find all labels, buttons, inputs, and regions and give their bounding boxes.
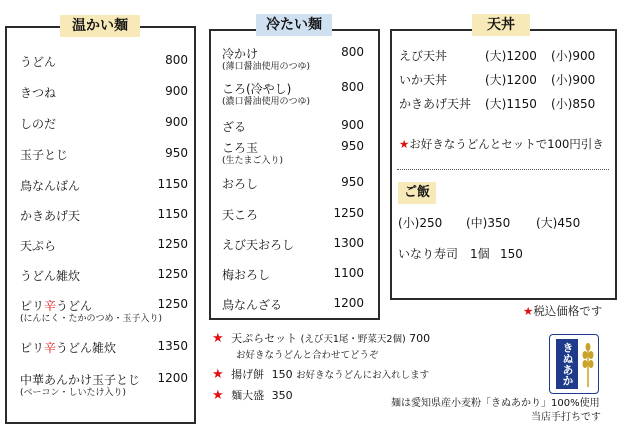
tax-note-text: 税込価格です: [533, 304, 603, 318]
star-icon: ★: [212, 367, 224, 382]
extra-detail: お好きなうどんにお入れします: [296, 370, 430, 381]
extra-sub-note: お好きなうどんと合わせてどうぞ: [236, 350, 379, 361]
menu-item: [222, 236, 364, 253]
item-name: いなり寿司: [398, 247, 459, 261]
extra-label: 麺大盛: [231, 389, 265, 402]
star-icon: ★: [212, 331, 224, 346]
item-name: 玉子とじ: [20, 148, 69, 162]
item-name: うどん: [20, 55, 57, 69]
menu-item: [20, 53, 188, 70]
price-large: (大)1200: [485, 49, 537, 63]
item-name-part: ピリ: [20, 341, 45, 355]
rice-size-medium: (中)350: [466, 216, 511, 230]
item-name: しのだ: [20, 117, 57, 131]
item-price: 900: [165, 115, 188, 129]
inari-row: [398, 245, 523, 262]
menu-item: [399, 47, 595, 64]
item-name: 鳥なんざる: [222, 298, 283, 312]
item-name-part: うどん: [56, 299, 93, 313]
set-discount-text: お好きなうどんとセットで100円引き: [409, 137, 604, 151]
menu-item: [222, 139, 364, 166]
logo-text: きぬあかり: [556, 339, 578, 389]
item-note: (にんにく・たかのつめ・玉子入り): [20, 314, 163, 324]
item-name: 中華あんかけ玉子とじ: [20, 373, 141, 387]
kinuakari-logo: [539, 334, 599, 394]
tax-note: [523, 303, 602, 319]
menu-item: [399, 71, 595, 88]
item-price: 1150: [157, 207, 188, 221]
menu-item: [20, 267, 188, 284]
price-large: (大)1200: [485, 73, 537, 87]
extra-label: 揚げ餅: [231, 368, 265, 381]
price-large: (大)1150: [485, 97, 537, 111]
menu-item: [20, 84, 188, 101]
item-name: 冷かけ: [222, 47, 259, 61]
item-note: (濃口醤油使用のつゆ): [222, 97, 311, 107]
menu-item: [222, 206, 364, 223]
set-discount-note: [399, 136, 604, 152]
spicy-kanji: 辛: [44, 299, 57, 313]
item-price: 1100: [333, 266, 364, 280]
extra-label: 天ぷらセット: [231, 332, 298, 345]
extra-price: 700: [409, 332, 431, 345]
item-name: かきあげ天丼: [399, 97, 472, 111]
extra-price: 150: [271, 368, 293, 381]
menu-item: [20, 146, 188, 163]
star-icon: ★: [399, 137, 410, 151]
rice-title: ご飯: [398, 182, 436, 204]
item-price: 1250: [157, 297, 188, 311]
item-name: えび天丼: [399, 49, 448, 63]
item-price: 950: [341, 175, 364, 189]
item-name-part: ピリ: [20, 299, 45, 313]
menu-item: [20, 371, 188, 398]
item-name-part: うどん雑炊: [56, 341, 117, 355]
extra-item: [212, 366, 429, 382]
cold-noodles-title: 冷たい麺: [256, 14, 332, 36]
item-price: 1300: [333, 236, 364, 250]
menu-item: [20, 115, 188, 132]
menu-item: [222, 80, 364, 107]
footer-handmade-note: 当店手打ちです: [531, 412, 601, 423]
item-price: 950: [341, 139, 364, 153]
menu-item: [222, 296, 364, 313]
item-note: (ベーコン・しいたけ入り): [20, 388, 127, 398]
tendon-title: 天丼: [472, 14, 530, 36]
item-price: 900: [341, 118, 364, 132]
menu-item: [399, 95, 595, 112]
rice-sizes: [398, 214, 580, 231]
item-note: (薄口醤油使用のつゆ): [222, 62, 311, 72]
menu-item: [20, 297, 188, 324]
item-price: 1150: [157, 177, 188, 191]
extra-item: [212, 330, 430, 346]
extra-item: [212, 387, 293, 403]
price-small: (小)900: [551, 49, 596, 63]
item-name: おろし: [222, 177, 259, 191]
menu-item: [20, 339, 188, 356]
item-price: 900: [165, 84, 188, 98]
item-name: [20, 341, 116, 355]
price-small: (小)850: [551, 97, 596, 111]
item-price: 1250: [157, 267, 188, 281]
item-price: 1200: [157, 371, 188, 385]
item-price: 1250: [157, 237, 188, 251]
item-qty: 1個: [470, 247, 490, 261]
item-price: 150: [500, 247, 523, 261]
item-name: かきあげ天: [20, 209, 81, 223]
item-name: ころ(冷やし): [222, 82, 292, 96]
dotted-divider: [397, 169, 609, 170]
item-price: 1250: [333, 206, 364, 220]
item-name: いか天丼: [399, 73, 448, 87]
rice-size-large: (大)450: [536, 216, 581, 230]
item-price: 1350: [157, 339, 188, 353]
menu-item: [222, 45, 364, 72]
item-name: えび天おろし: [222, 238, 295, 252]
item-name: きつね: [20, 86, 57, 100]
warm-noodles-title: 温かい麺: [60, 15, 140, 37]
item-name: [20, 299, 92, 313]
item-price: 800: [341, 80, 364, 94]
item-name: 天ぷら: [20, 239, 57, 253]
rice-size-small: (小)250: [398, 216, 443, 230]
item-price: 1200: [333, 296, 364, 310]
extra-price: 350: [271, 389, 293, 402]
spicy-kanji: 辛: [44, 341, 57, 355]
item-name: ざる: [222, 120, 247, 134]
footer-flour-note: 麺は愛知県産小麦粉「きぬあかり」100%使用: [391, 398, 600, 409]
item-name: 梅おろし: [222, 268, 271, 282]
item-price: 800: [341, 45, 364, 59]
menu-item: [20, 207, 188, 224]
menu-item: [222, 118, 364, 135]
menu-item: [222, 266, 364, 283]
star-icon: ★: [523, 304, 534, 318]
item-name: 鳥なんばん: [20, 179, 81, 193]
menu-item: [222, 175, 364, 192]
item-name: ころ玉: [222, 141, 259, 155]
item-price: 800: [165, 53, 188, 67]
item-name: 天ころ: [222, 208, 259, 222]
item-price: 950: [165, 146, 188, 160]
item-name: うどん雑炊: [20, 269, 81, 283]
menu-item: [20, 177, 188, 194]
extra-detail: (えび天1尾・野菜天2個): [300, 334, 406, 345]
price-small: (小)900: [551, 73, 596, 87]
item-note: (生たまご入り): [222, 156, 284, 166]
star-icon: ★: [212, 388, 224, 403]
menu-item: [20, 237, 188, 254]
